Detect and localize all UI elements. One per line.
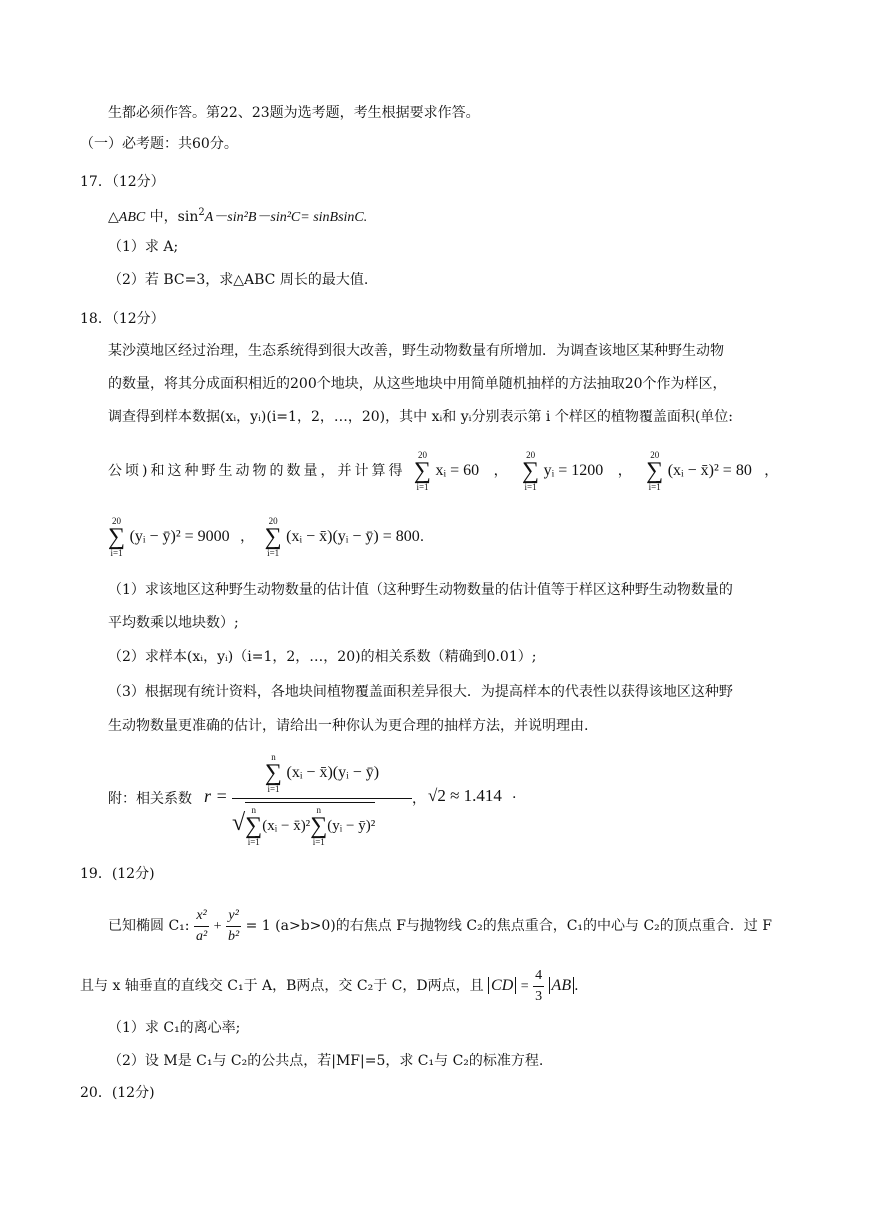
q18-heading: 18．（12分） [80,311,165,327]
sum-xy-value: (xᵢ − x̄)(yᵢ − ȳ) = 800 [286,528,420,545]
q17-part1: （1）求 A; [108,239,179,255]
formula-r: r = [204,786,228,806]
q19-para-line1: 已知椭圆 C₁: $\frac{\text{x²}}{\text{a²}}$ + $\frac{\text{y²}}{\text{b²}}$ = 1 (a>b>0)的右焦点 F与抛物线 C₂的焦点重合，C₁的中心与 C₂的顶点重合．过 F [108,903,772,949]
intro-line: 生都必须作答。第22、23题为选考题，考生根据要求作答。 [108,105,480,121]
q19-part1: （1）求 C₁的离心率; [108,1020,241,1036]
fraction-x2-a2: $\frac{\text{x²}}{\text{a²}}$ [195,907,208,944]
abs-ab: AB [549,977,575,994]
summation-5: 20 ∑ i=1 [264,516,282,558]
q19-part2: （2）设 M是 C₁与 C₂的公共点，若|MF|=5，求 C₁与 C₂的标准方程. [108,1053,544,1069]
summation-2: 20 ∑ i=1 [522,450,540,492]
formula-denominator: √ n ∑ i=1 (xᵢ − x̄)² n ∑ i=1 (yᵢ − ȳ)² [232,802,418,847]
fraction-4-3: $\frac{4}{3}$ [535,967,543,1004]
fraction-y2-b2: $\frac{\text{y²}}{\text{b²}}$ [227,907,240,944]
q18-para-line3: 调查得到样本数据(xᵢ，yᵢ)(i=1，2，…，20)，其中 xᵢ和 yᵢ分别表示第 i 个样区的植物覆盖面积(单位: [108,409,734,425]
q19-ellipse-label: 已知椭圆 C₁: [108,918,190,934]
sum-yy-value: (yᵢ − ȳ)² = 9000 [129,528,230,545]
summation-1: 20 ∑ i=1 [413,450,432,492]
correlation-formula: 附：相关系数 r = n ∑ i=1 (xᵢ − x̄)(yᵢ − ȳ) √ n ∑ i=1 (xᵢ − x̄)² n ∑ i=1 (yᵢ − ȳ)² ， √2 ≈ 1.414 . [108,752,517,847]
formula-fraction-bar [232,798,412,799]
formula-numerator: n ∑ i=1 (xᵢ − x̄)(yᵢ − ȳ) [264,752,380,794]
q18-part1-line2: 平均数乘以地块数）; [108,615,239,631]
abs-cd: CD [488,977,516,994]
q18-part1-line1: （1）求该地区这种野生动物数量的估计值（这种野生动物数量的估计值等于样区这种野生动物数量的 [108,582,733,598]
q17-part2: （2）若 BC=3，求△ABC 周长的最大值. [108,272,369,288]
summation-3: 20 ∑ i=1 [646,450,664,492]
q18-part2: （2）求样本(xᵢ，yᵢ)（i=1，2，…，20)的相关系数（精确到0.01）; [108,649,537,665]
q19-para-line1-rest: = 1 (a>b>0)的右焦点 F与抛物线 C₂的焦点重合，C₁的中心与 C₂的顶点重合．过 F [245,918,772,934]
q18-para-line1: 某沙漠地区经过治理，生态系统得到很大改善，野生动物数量有所增加．为调查该地区某种野生动物 [108,343,724,359]
triangle-symbol: △ [108,209,119,225]
triangle-label: ABC [118,210,146,225]
q20-heading: 20．(12分) [80,1085,155,1101]
q18-sums-line2: 20 ∑ i=1 (yᵢ − ȳ)² = 9000 ， 20 ∑ i=1 (xᵢ − x̄)(yᵢ − ȳ) = 800. [108,516,425,558]
sum-x-value: xᵢ = 60 [435,462,480,479]
q18-sums-intro: 公顷)和这种野生动物的数量，并计算得 [108,463,406,479]
q19-para-line2: 且与 x 轴垂直的直线交 C₁于 A，B两点，交 C₂于 C，D两点，且 CD = $\frac{4}{3}$ AB . [80,963,579,1009]
q17-stem-rest: A－sin²B－sin²C= sinBsinC. [204,210,368,225]
q17-heading: 17．（12分） [80,174,165,190]
q18-part3-line1: （3）根据现有统计资料，各地块间植物覆盖面积差异很大．为提高样本的代表性以获得该地区这种野 [108,684,733,700]
q18-part3-line2: 生动物数量更准确的估计，请给出一种你认为更合理的抽样方法，并说明理由. [108,718,589,734]
sum-y-value: yᵢ = 1200 [543,462,604,479]
q19-heading: 19．(12分) [80,866,155,882]
q18-sums-line: 公顷)和这种野生动物的数量，并计算得 20 ∑ i=1 xᵢ = 60 ， 20 ∑ i=1 yᵢ = 1200 ， 20 ∑ i=1 (xᵢ − x̄)² = 80 ， [108,450,779,492]
q19-para-line2-text: 且与 x 轴垂直的直线交 C₁于 A，B两点，交 C₂于 C，D两点，且 [80,978,484,994]
q18-para-line2: 的数量，将其分成面积相近的200个地块，从这些地块中用简单随机抽样的方法抽取20个作为样区， [108,376,727,392]
section-heading: （一）必考题：共60分。 [80,136,238,152]
sum-xx-value: (xᵢ − x̄)² = 80 [667,462,752,479]
q17-stem: △ABC 中，$\sin^2A-\sin^2B-\sin^2C=$ sinBsinC. [108,207,368,225]
summation-4: 20 ∑ i=1 [108,516,126,558]
sqrt2-approx: √2 ≈ 1.414 [428,786,502,805]
formula-label: 附：相关系数 [108,791,192,807]
q17-stem-middle: 中，sin [145,209,199,225]
